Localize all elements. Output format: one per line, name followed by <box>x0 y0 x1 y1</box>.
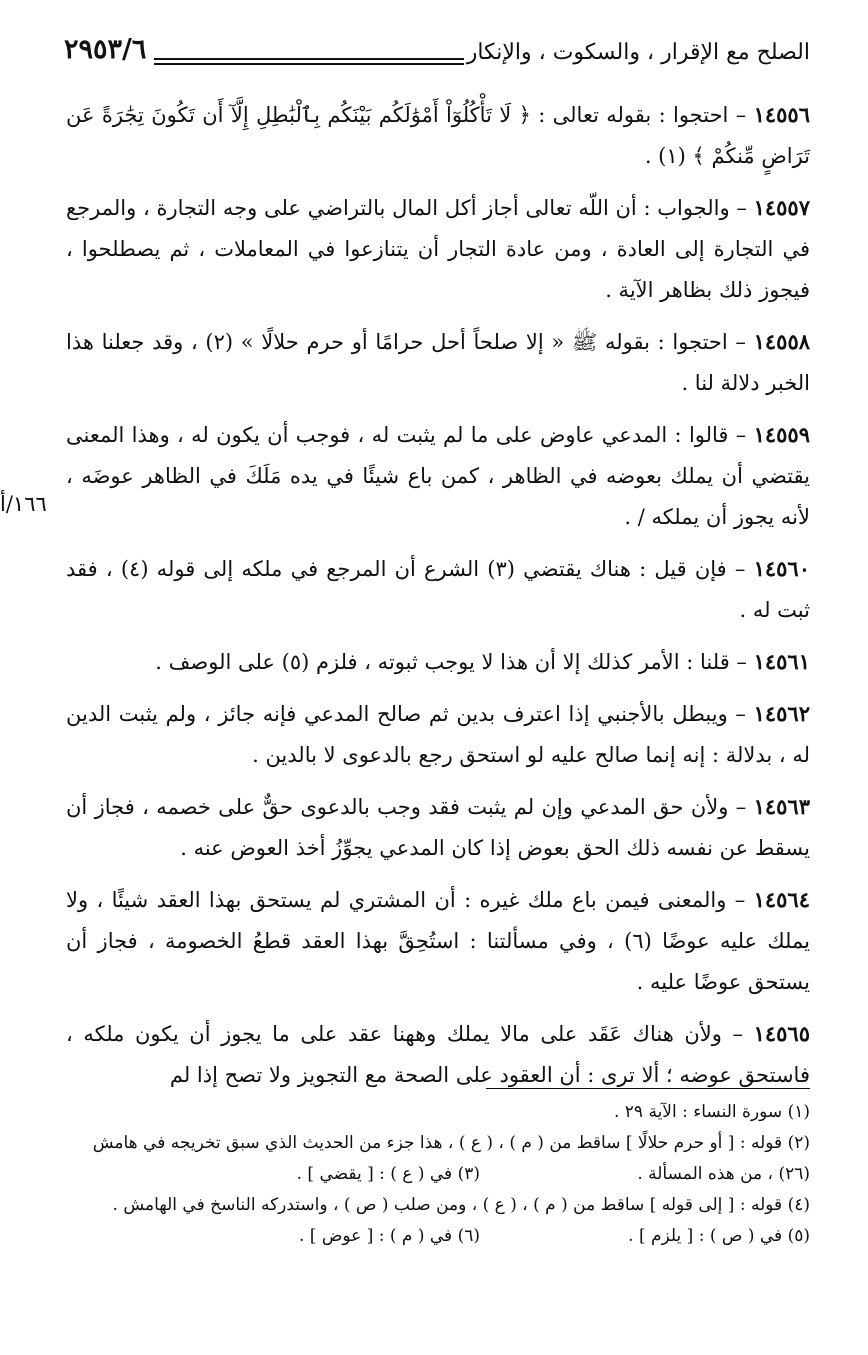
main-text <box>66 94 810 1096</box>
paragraph-14558 <box>66 321 810 404</box>
footnote-1: (١) سورة النساء : الآية ٢٩ . <box>613 1102 810 1122</box>
paragraph-text: – ويبطل بالأجنبي إذا اعترف بدين ثم صالح المدعي فإنه جائز ، ولم يثبت الدين له ، بدلالة : إنه إنما صالح عليه لو استحق رجع بالدعوى لا بالدين . <box>66 702 810 767</box>
paragraph-text: – احتجوا : بقوله تعالى : <box>530 103 754 127</box>
footnote-5: (٥) في ( ص ) : [ يلزم ] . <box>628 1226 810 1246</box>
paragraph-14560 <box>66 548 810 631</box>
paragraph-number: ١٤٥٦٥ <box>753 1021 810 1046</box>
paragraph-text: – ولأن حق المدعي وإن لم يثبت فقد وجب بالدعوى حقٌّ على خصمه ، فجاز أن يسقط عن نفسه ذلك الحق بعوض إذا كان المدعي يجوِّزُ أخذ العوض عنه . <box>66 795 810 860</box>
paragraph-14556 <box>66 94 810 177</box>
margin-folio-note: ١٦٦/أ <box>0 492 47 516</box>
paragraph-text: – قلنا : الأمر كذلك إلا أن هذا لا يوجب ثبوته ، فلزم (٥) على الوصف . <box>155 650 754 674</box>
paragraph-number: ١٤٥٦٣ <box>753 794 810 819</box>
footnote-row <box>66 1221 810 1252</box>
paragraph-text: – احتجوا : بقوله ﷺ « إلا صلحاً أحل حرامًا أو حرم حلالًا » (٢) ، وقد جعلنا هذا الخبر دلالة لنا . <box>66 330 810 395</box>
page-header <box>58 34 810 78</box>
paragraph-number: ١٤٥٦٢ <box>753 701 810 726</box>
footnote-row <box>66 1159 810 1190</box>
paragraph-number: ١٤٥٦٠ <box>753 556 810 581</box>
paragraph-14557 <box>66 187 810 311</box>
paragraph-14564 <box>66 879 810 1003</box>
page-number: ٢٩٥٣/٦ <box>64 34 147 65</box>
footnote-6: (٦) في ( م ) : [ عوض ] . <box>298 1226 480 1246</box>
paragraph-number: ١٤٥٦٤ <box>753 887 810 912</box>
paragraph-14563 <box>66 786 810 869</box>
running-title: الصلح مع الإقرار ، والسكوت ، والإنكار <box>466 40 810 65</box>
footnote-2: (٢) قوله : [ أو حرم حلالًا ] ساقط من ( م ) ، ( ع ) ، هذا جزء من الحديث الذي سبق تخريجه في هامش <box>92 1133 810 1153</box>
paragraph-number: ١٤٥٦١ <box>753 649 810 674</box>
paragraph-text-end: (١) . <box>644 144 693 168</box>
paragraph-number: ١٤٥٥٨ <box>753 329 811 354</box>
footnote-separator <box>486 1088 810 1089</box>
paragraph-14565 <box>66 1013 810 1096</box>
footnote-2-continued: (٢٦) ، من هذه المسألة . <box>637 1164 810 1184</box>
footnotes <box>66 1097 810 1252</box>
paragraph-14561 <box>66 641 810 683</box>
paragraph-number: ١٤٥٥٧ <box>753 195 810 220</box>
paragraph-text: – فإن قيل : هناك يقتضي (٣) الشرع أن المرجع في ملكه إلى قوله (٤) ، فقد ثبت له . <box>66 557 810 622</box>
footnote-3: (٣) في ( ع ) : [ يقضي ] . <box>296 1164 480 1184</box>
paragraph-text: – ولأن هناك عَقَد على مالا يملك وههنا عقد على ما يجوز أن يكون ملكه ، فاستحق عوضه ؛ ألا ترى : أن العقود على الصحة مع التجويز ولا تصح إذا لم <box>66 1022 810 1087</box>
paragraph-14559 <box>66 414 810 538</box>
quran-verse: ﴿ لَا تَأْكُلُوٓاْ أَمْوَٰلَكُم بَيْنَكُم بِٱلْبَٰطِلِ إِلَّآ أَن تَكُونَ تِجَٰرَةً عَن تَرَاضٍ مِّنكُمْ ﴾ <box>66 103 810 168</box>
paragraph-text: – والجواب : أن اللّه تعالى أجاز أكل المال بالتراضي على وجه التجارة ، والمرجع في التجارة إلى العادة ، ومن عادة التجار أن يتنازعوا في المعاملات ، ثم يصطلحوا ، فيجوز ذلك بظاهر الآية . <box>66 196 810 302</box>
footnote-4: (٤) قوله : [ إلى قوله ] ساقط من ( م ) ، ( ع ) ، ومن صلب ( ص ) ، واستدركه الناسخ في الهامش . <box>112 1195 810 1215</box>
header-double-rule <box>154 58 464 65</box>
paragraph-14562 <box>66 693 810 776</box>
paragraph-number: ١٤٥٥٩ <box>753 422 810 447</box>
paragraph-text: – قالوا : المدعي عاوض على ما لم يثبت له ، فوجب أن يكون له ، وهذا المعنى يقتضي أن يملك بعوضه في الظاهر ، كمن باع شيئًا في يده مَلَكَ في الظاهر عوضَه ، لأنه يجوز أن يملكه / . <box>66 423 810 529</box>
paragraph-number: ١٤٥٥٦ <box>753 102 810 127</box>
paragraph-text: – والمعنى فيمن باع ملك غيره : أن المشتري لم يستحق بهذا العقد شيئًا ، ولا يملك عليه عوضًا (٦) ، وفي مسألتنا : استُحِقَّ بهذا العقد قطعُ الخصومة ، فجاز أن يستحق عوضًا عليه . <box>66 888 810 994</box>
